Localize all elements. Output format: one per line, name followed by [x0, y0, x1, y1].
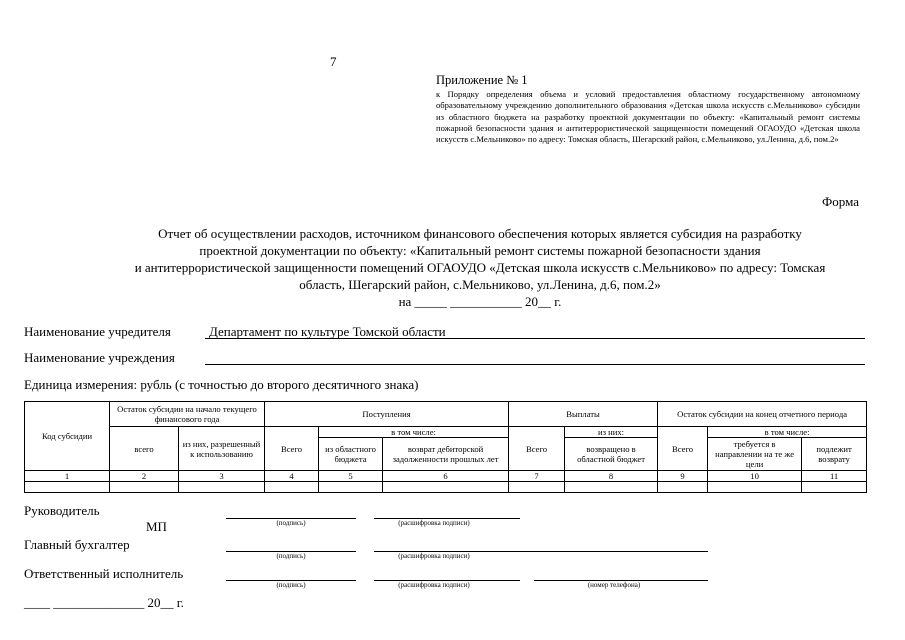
header-end-return: подлежит возврату	[802, 438, 867, 471]
report-title-line-3: и антитеррористической защищенности помещений ОГАОУДО «Детская школа искусств с.Мельниково» по адресу: Томская	[134, 260, 826, 275]
page-number: 7	[330, 54, 337, 69]
table-cell[interactable]	[802, 482, 867, 493]
institution-field[interactable]	[205, 351, 865, 365]
header-start-total: всего	[110, 427, 179, 471]
table-cell[interactable]	[658, 482, 708, 493]
head-label: Руководитель	[24, 503, 100, 518]
header-start-balance: Остаток субсидии на начало текущего финансового года	[110, 402, 265, 427]
founder-field[interactable]: Департамент по культуре Томской области	[205, 325, 865, 339]
table-cell[interactable]	[319, 482, 383, 493]
table-cell[interactable]	[179, 482, 265, 493]
executor-signature-caption: (подпись)	[276, 581, 306, 589]
table-cell[interactable]	[383, 482, 509, 493]
header-receipts-including: в том числе:	[319, 427, 509, 438]
form-label: Форма	[822, 194, 859, 209]
table-cell[interactable]	[708, 482, 802, 493]
unit-label: Единица измерения: рубль (с точностью до второго десятичного знака)	[24, 377, 419, 392]
report-date-line: на _____ ___________ 20__ г.	[398, 294, 562, 309]
institution-label: Наименование учреждения	[24, 350, 175, 365]
column-number: 2	[110, 471, 179, 482]
header-end-required: требуется в направлении на те же цели	[708, 438, 802, 471]
signature-date-line[interactable]: ____ ______________ 20__ г.	[24, 595, 184, 610]
header-end-total: Всего	[658, 427, 708, 471]
report-title-line-4: область, Шегарский район, с.Мельниково, ул.Ленина, д.6, пом.2»	[299, 277, 661, 292]
header-code: Код субсидии	[25, 402, 110, 471]
column-number: 3	[179, 471, 265, 482]
table-cell[interactable]	[110, 482, 179, 493]
executor-decoding-caption: (расшифровка подписи)	[398, 581, 470, 589]
header-payments-total: Всего	[509, 427, 565, 471]
founder-label: Наименование учредителя	[24, 324, 171, 339]
accountant-signature-caption: (подпись)	[276, 552, 306, 560]
header-receipts-return: возврат дебиторской задолженности прошлых лет	[383, 438, 509, 471]
column-number: 11	[802, 471, 867, 482]
report-title-line-2: проектной документации по объекту: «Капитальный ремонт системы пожарной безопасности здания	[199, 243, 761, 258]
header-end-balance: Остаток субсидии на конец отчетного периода	[658, 402, 867, 427]
table-cell[interactable]	[509, 482, 565, 493]
column-number: 7	[509, 471, 565, 482]
table-cell[interactable]	[565, 482, 658, 493]
column-number: 9	[658, 471, 708, 482]
appendix-text: к Порядку определения объема и условий предоставления областному государственному автономному образовательному учреждению дополнительного образования «Детская школа искусств с.Мельниково» субсидии из областного бюджета на разработку проектной документации по объекту: «Капитальный ремонт системы пожарной безопасности здания и антитеррористической защищенности помещений ОГАОУДО «Детская школа искусств с.Мельниково» по адресу: Томская область, Шегарский район, с.Мельниково, ул.Ленина, д.6, пом.2»	[436, 89, 860, 145]
accountant-decoding-caption: (расшифровка подписи)	[398, 552, 470, 560]
appendix-title: Приложение № 1	[436, 73, 528, 87]
report-table	[24, 401, 867, 493]
report-title	[90, 225, 870, 310]
column-number: 6	[383, 471, 509, 482]
report-title-line-1: Отчет об осуществлении расходов, источником финансового обеспечения которых является субсидия на разработку	[158, 226, 802, 241]
header-payments-returned: возвращено в областной бюджет	[565, 438, 658, 471]
executor-phone-caption: (номер телефона)	[587, 581, 641, 589]
table-row	[25, 482, 867, 493]
column-number: 10	[708, 471, 802, 482]
header-payments: Выплаты	[509, 402, 658, 427]
column-number: 8	[565, 471, 658, 482]
table-cell[interactable]	[265, 482, 319, 493]
header-receipts-total: Всего	[265, 427, 319, 471]
head-signature-caption: (подпись)	[276, 519, 306, 527]
column-numbers-row	[25, 471, 867, 482]
column-number: 1	[25, 471, 110, 482]
header-payments-of-which: из них:	[565, 427, 658, 438]
column-number: 4	[265, 471, 319, 482]
header-end-including: в том числе:	[708, 427, 867, 438]
header-receipts-regional: из областного бюджета	[319, 438, 383, 471]
column-number: 5	[319, 471, 383, 482]
accountant-label: Главный бухгалтер	[24, 537, 130, 552]
executor-label: Ответственный исполнитель	[24, 566, 184, 581]
head-decoding-caption: (расшифровка подписи)	[398, 519, 470, 527]
header-start-allowed: из них, разрешенный к использованию	[179, 427, 265, 471]
table-cell[interactable]	[25, 482, 110, 493]
header-receipts: Поступления	[265, 402, 509, 427]
stamp-label: МП	[146, 519, 167, 534]
